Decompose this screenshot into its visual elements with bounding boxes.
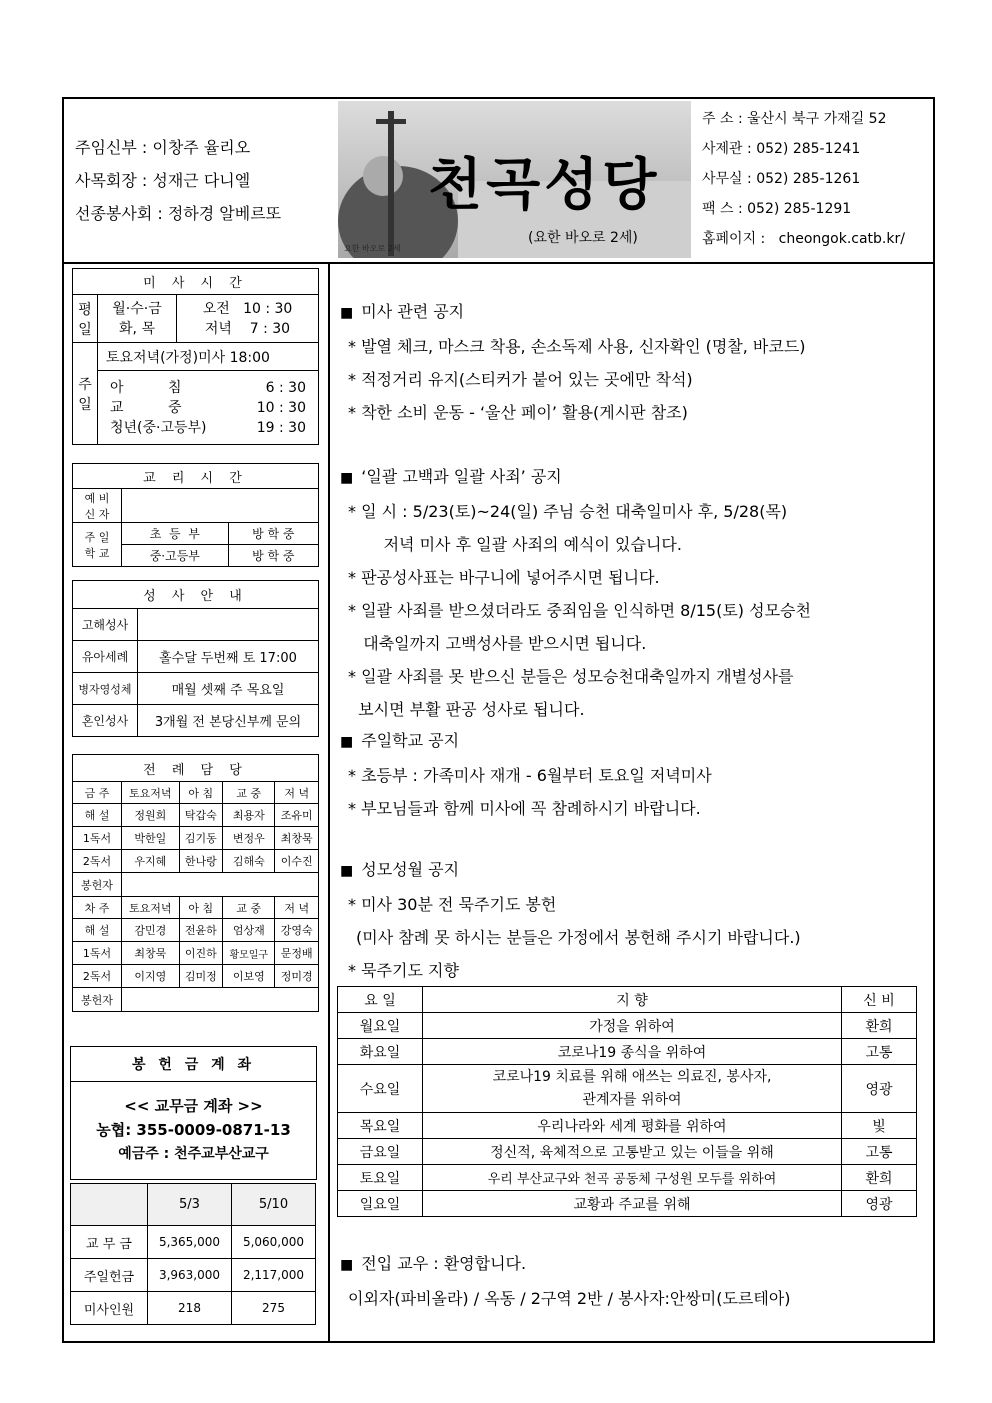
prayer-r5-intention: 우리 부산교구와 천곡 공동체 구성원 모두를 위하여	[423, 1165, 842, 1191]
liturgy-w1-r2-c4: 이수진	[275, 850, 319, 873]
liturgy-w1-r1-c2: 김기동	[179, 827, 223, 850]
transfer-title: ■ 전입 교우 : 환영합니다.	[340, 1254, 527, 1273]
prayer-r6-day: 일요일	[338, 1191, 423, 1217]
sunday-mass-morning: 아 침 6 : 30	[110, 379, 306, 396]
liturgy-w1-r1-c1: 박한일	[122, 827, 180, 850]
prayer-r2-mystery: 영광	[842, 1065, 917, 1113]
liturgy-w2-r2-c3: 이보영	[223, 965, 275, 988]
header-divider	[64, 262, 933, 264]
liturgy-w1-r1-c0: 1독서	[73, 827, 122, 850]
weekday-days: 월·수·금 화, 목	[98, 295, 177, 343]
catechism-elementary: 초 등 부	[122, 523, 229, 545]
liturgy-w2-h1: 토요저녁	[122, 897, 180, 919]
square-bullet-icon: ■	[340, 305, 354, 321]
liturgy-w2-r1-c2: 이진하	[179, 942, 223, 965]
staff-list	[75, 131, 281, 230]
liturgy-w1-r0-c1: 정원희	[122, 804, 180, 827]
prayer-r3-day: 목요일	[338, 1113, 423, 1139]
liturgy-w2-h0: 차 주	[73, 897, 122, 919]
liturgy-w2-r0-c2: 전윤하	[179, 919, 223, 942]
mary-line-2: (미사 참례 못 하시는 분들은 가정에서 봉헌해 주시기 바랍니다.)	[356, 928, 801, 947]
finance-r1-label: 주일헌금	[71, 1259, 148, 1292]
catechism-elementary-time: 방 학 중	[228, 523, 318, 545]
mass-notice	[340, 295, 920, 429]
liturgy-w1-r2-c1: 우지혜	[122, 850, 180, 873]
confession-line-2: 저녁 미사 후 일괄 사죄의 예식이 있습니다.	[348, 535, 682, 554]
mass-notice-item-2: * 적정거리 유지(스티커가 붙어 있는 곳에만 착석)	[348, 370, 693, 389]
contact-rectory: 사제관 : 052) 285-1241	[702, 141, 861, 157]
liturgy-w2-r1-c4: 문정배	[275, 942, 319, 965]
liturgy-w2-h3: 교 중	[223, 897, 275, 919]
sunday-label: 주일	[73, 343, 98, 445]
sacrament-baptism-label: 유아세례	[73, 641, 138, 673]
liturgy-w1-r0-c3: 최용자	[223, 804, 275, 827]
parish-subtitle: (요한 바오로 2세)	[528, 230, 638, 246]
prayer-r1-mystery: 고통	[842, 1039, 917, 1065]
finance-col-1: 5/3	[148, 1184, 232, 1226]
staff-funeral: 선종봉사회 : 정하경 알베르또	[75, 204, 282, 223]
finance-r1-c2: 2,117,000	[232, 1259, 316, 1292]
liturgy-w1-offering-value	[122, 873, 319, 897]
transfer-notice	[340, 1247, 920, 1315]
confession-notice	[340, 460, 920, 726]
sunday-mass-main: 교 중 10 : 30	[110, 399, 306, 416]
finance-r2-c2: 275	[232, 1292, 316, 1325]
liturgy-w1-h2: 아 침	[179, 782, 223, 804]
finance-r2-c1: 218	[148, 1292, 232, 1325]
mass-notice-title: ■ 미사 관련 공지	[340, 302, 465, 321]
liturgy-w1-h0: 금 주	[73, 782, 122, 804]
school-notice-item-1: * 초등부 : 가족미사 재개 - 6월부터 토요일 저녁미사	[348, 766, 712, 785]
confession-line-4: * 일괄 사죄를 받으셨더라도 중죄임을 인식하면 8/15(토) 성모승천	[348, 601, 811, 620]
finance-r0-c2: 5,060,000	[232, 1226, 316, 1259]
sacrament-confession-label: 고해성사	[73, 609, 138, 641]
prayer-r4-day: 금요일	[338, 1139, 423, 1165]
square-bullet-icon: ■	[340, 470, 354, 486]
staff-pastor: 주임신부 : 이창주 율리오	[75, 138, 251, 157]
catechism-title: 교 리 시 간	[73, 464, 319, 489]
account-box	[70, 1081, 317, 1180]
contact-homepage[interactable]: 홈페이지 : cheongok.catb.kr/	[702, 231, 905, 247]
school-notice-item-2: * 부모님들과 함께 미사에 꼭 참례하시기 바랍니다.	[348, 799, 701, 818]
confession-line-7: 보시면 부활 판공 성사로 됩니다.	[348, 700, 585, 719]
confession-line-5: 대축일까지 고백성사를 받으시면 됩니다.	[348, 634, 647, 653]
prayer-col-mystery: 신 비	[842, 987, 917, 1013]
liturgy-w2-r0-c3: 엄상재	[223, 919, 275, 942]
liturgy-w1-r2-c2: 한나랑	[179, 850, 223, 873]
liturgy-w2-r2-c0: 2독서	[73, 965, 122, 988]
liturgy-w2-offering: 봉헌자	[73, 988, 122, 1012]
square-bullet-icon: ■	[340, 734, 354, 750]
column-divider	[328, 262, 330, 1341]
finance-r0-label: 교 무 금	[71, 1226, 148, 1259]
liturgy-w2-r2-c4: 정미경	[275, 965, 319, 988]
prayer-r0-mystery: 환희	[842, 1013, 917, 1039]
sacrament-confession-value	[138, 609, 319, 641]
prayer-r5-mystery: 환희	[842, 1165, 917, 1191]
contact-address: 주 소 : 울산시 북구 가재길 52	[702, 111, 887, 127]
finance-col-2: 5/10	[232, 1184, 316, 1226]
sacraments-table	[72, 580, 319, 737]
prayer-r5-day: 토요일	[338, 1165, 423, 1191]
finance-r2-label: 미사인원	[71, 1292, 148, 1325]
prayer-r3-mystery: 빛	[842, 1113, 917, 1139]
sacrament-marriage-label: 혼인성사	[73, 705, 138, 737]
catechism-table	[72, 463, 319, 567]
prayer-r2-day: 수요일	[338, 1065, 423, 1113]
liturgy-w2-r2-c1: 이지영	[122, 965, 180, 988]
saturday-eve-mass: 토요저녁(가정)미사 18:00	[98, 343, 319, 371]
finance-r1-c1: 3,963,000	[148, 1259, 232, 1292]
sacrament-marriage-value: 3개월 전 본당신부께 문의	[138, 705, 319, 737]
prayer-r1-intention: 코로나19 종식을 위하여	[423, 1039, 842, 1065]
confession-line-6: * 일괄 사죄를 못 받으신 분들은 성모승천대축일까지 개별성사를	[348, 667, 794, 686]
catechism-catechumen-value	[122, 489, 319, 523]
weekday-times: 오전 10 : 30 저녁 7 : 30	[177, 295, 319, 343]
square-bullet-icon: ■	[340, 863, 354, 879]
sunday-masses	[98, 371, 319, 445]
staff-council: 사목회장 : 성재근 다니엘	[75, 171, 251, 190]
liturgy-w1-h4: 저 녁	[275, 782, 319, 804]
mass-notice-item-1: * 발열 체크, 마스크 착용, 손소독제 사용, 신자확인 (명찰, 바코드)	[348, 337, 806, 356]
liturgy-w1-r2-c3: 김해숙	[223, 850, 275, 873]
liturgy-w1-h1: 토요저녁	[122, 782, 180, 804]
liturgy-w2-r1-c3: 황모일구	[223, 942, 275, 965]
sacrament-sick-label: 병자영성체	[73, 673, 138, 705]
liturgy-w1-r0-c2: 탁갑숙	[179, 804, 223, 827]
liturgy-w2-r0-c4: 강영숙	[275, 919, 319, 942]
liturgy-w2-r0-c1: 감민경	[122, 919, 180, 942]
catechism-school-label: 주 일 학 교	[73, 523, 122, 567]
photo-caption: 요한 바오로 2세	[344, 244, 401, 253]
catechism-middle-high-time: 방 학 중	[228, 545, 318, 567]
liturgy-w1-r1-c3: 변정우	[223, 827, 275, 850]
weekday-label: 평일	[73, 295, 98, 343]
parish-title: 천곡성당	[428, 152, 661, 218]
liturgy-w2-r1-c0: 1독서	[73, 942, 122, 965]
liturgy-table	[72, 754, 319, 1012]
prayer-r1-day: 화요일	[338, 1039, 423, 1065]
confession-notice-title: ■ ‘일괄 고백과 일괄 사죄’ 공지	[340, 467, 562, 486]
mary-line-3: * 묵주기도 지향	[348, 961, 459, 980]
liturgy-title: 전 례 담 당	[73, 755, 319, 782]
liturgy-w2-r2-c2: 김미정	[179, 965, 223, 988]
catechism-middle-high: 중·고등부	[122, 545, 229, 567]
transfer-line: 이외자(파비올라) / 옥동 / 2구역 2반 / 봉사자:안쌍미(도르테아)	[348, 1289, 791, 1308]
mary-notice	[340, 853, 920, 987]
liturgy-w2-r0-c0: 해 설	[73, 919, 122, 942]
prayer-r6-intention: 교황과 주교를 위해	[423, 1191, 842, 1217]
parish-banner	[338, 101, 691, 258]
mass-notice-item-3: * 착한 소비 운동 - ‘울산 페이’ 활용(게시판 참조)	[348, 403, 688, 422]
school-notice-title: ■ 주일학교 공지	[340, 731, 460, 750]
prayer-r3-intention: 우리나라와 세계 평화를 위하여	[423, 1113, 842, 1139]
liturgy-w2-r1-c1: 최창묵	[122, 942, 180, 965]
sacrament-baptism-value: 홀수달 두번째 토 17:00	[138, 641, 319, 673]
sunday-mass-youth: 청년(중·고등부) 19 : 30	[110, 419, 306, 436]
account-holder: 예금주 : 천주교부산교구	[118, 1146, 269, 1162]
contact-list	[702, 104, 905, 254]
prayer-col-intention: 지 향	[423, 987, 842, 1013]
account-title: 봉 헌 금 계 좌	[70, 1046, 317, 1082]
prayer-col-day: 요 일	[338, 987, 423, 1013]
liturgy-w1-h3: 교 중	[223, 782, 275, 804]
rosary-intention-table	[337, 986, 917, 1217]
contact-fax: 팩 스 : 052) 285-1291	[702, 201, 852, 217]
finance-corner	[71, 1184, 148, 1226]
prayer-r4-mystery: 고통	[842, 1139, 917, 1165]
contact-office: 사무실 : 052) 285-1261	[702, 171, 861, 187]
mass-times-table	[72, 268, 319, 445]
prayer-r0-day: 월요일	[338, 1013, 423, 1039]
liturgy-w2-h2: 아 침	[179, 897, 223, 919]
confession-line-3: * 판공성사표는 바구니에 넣어주시면 됩니다.	[348, 568, 660, 587]
liturgy-w2-offering-value	[122, 988, 319, 1012]
liturgy-w2-h4: 저 녁	[275, 897, 319, 919]
liturgy-w1-offering: 봉헌자	[73, 873, 122, 897]
liturgy-w1-r1-c4: 최창묵	[275, 827, 319, 850]
prayer-r0-intention: 가정을 위하여	[423, 1013, 842, 1039]
account-number[interactable]: 농협: 355-0009-0871-13	[96, 1121, 291, 1139]
mass-times-title: 미 사 시 간	[73, 269, 319, 295]
finance-r0-c1: 5,365,000	[148, 1226, 232, 1259]
liturgy-w1-r2-c0: 2독서	[73, 850, 122, 873]
prayer-r4-intention: 정신적, 육체적으로 고통받고 있는 이들을 위해	[423, 1139, 842, 1165]
mary-notice-title: ■ 성모성월 공지	[340, 860, 460, 879]
catechism-catechumen-label: 예 비 신 자	[73, 489, 122, 523]
square-bullet-icon: ■	[340, 1257, 354, 1273]
liturgy-w1-r0-c4: 조유미	[275, 804, 319, 827]
confession-line-1: * 일 시 : 5/23(토)~24(일) 주님 승천 대축일미사 후, 5/28(목)	[348, 502, 788, 521]
finance-table	[70, 1183, 316, 1325]
account-line-1: << 교무금 계좌 >>	[124, 1097, 263, 1115]
mary-line-1: * 미사 30분 전 묵주기도 봉헌	[348, 895, 557, 914]
liturgy-w1-r0-c0: 해 설	[73, 804, 122, 827]
prayer-r6-mystery: 영광	[842, 1191, 917, 1217]
school-notice	[340, 724, 920, 825]
sacraments-title: 성 사 안 내	[73, 581, 319, 609]
sacrament-sick-value: 매월 셋째 주 목요일	[138, 673, 319, 705]
prayer-r2-intention: 코로나19 치료를 위해 애쓰는 의료진, 봉사자, 관계자를 위하여	[423, 1065, 842, 1113]
